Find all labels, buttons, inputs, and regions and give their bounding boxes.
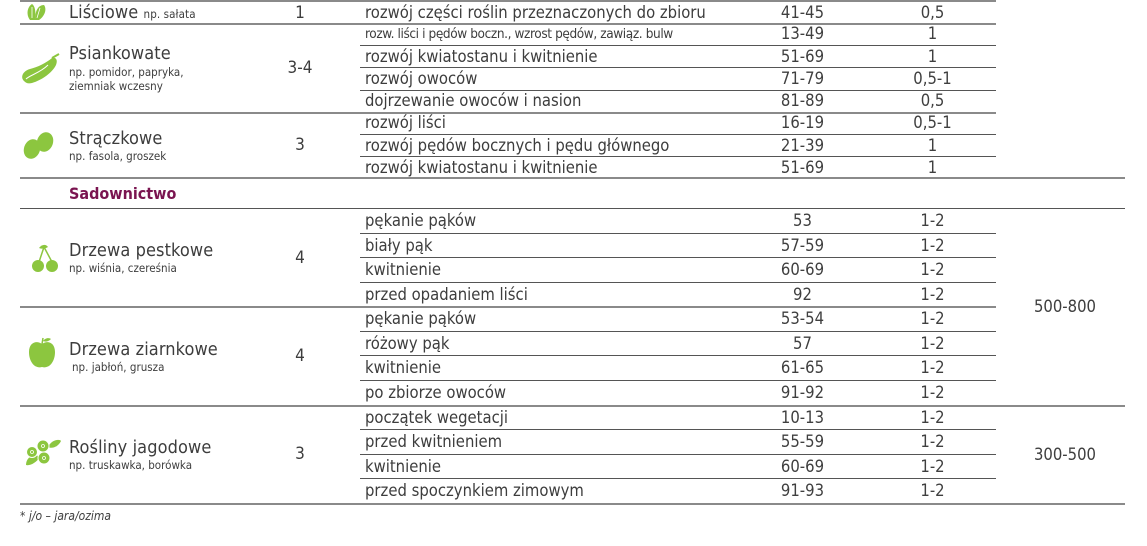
dose-value: 1-2: [920, 236, 945, 255]
stage-label: pękanie pąków: [365, 309, 477, 328]
bbch-value: 55-59: [780, 432, 825, 451]
lettuce-icon: [26, 3, 48, 21]
stage-label: kwitnienie: [365, 260, 442, 279]
category-example-2: ziemniak wczesny: [69, 79, 163, 93]
stage-label: różowy pąk: [365, 334, 450, 353]
category-number: 1: [295, 3, 305, 23]
dose-value: 1-2: [920, 481, 945, 500]
bbch-value: 21-39: [780, 136, 825, 155]
category-name: Rośliny jagodowe: [69, 437, 212, 458]
water-volume-trees: 500-800: [1033, 297, 1096, 316]
stage-label: początek wegetacji: [365, 408, 508, 427]
stage-label: biały pąk: [365, 236, 433, 255]
dose-value: 1-2: [920, 383, 945, 402]
bbch-value: 53-54: [780, 309, 825, 328]
dose-value: 1-2: [920, 358, 945, 377]
bbch-value: 41-45: [780, 3, 825, 22]
category-name: Psiankowate: [69, 43, 171, 64]
bbch-value: 51-69: [780, 158, 825, 177]
bbch-value: 71-79: [780, 69, 825, 88]
bbch-value: 91-92: [780, 383, 825, 402]
cherry-icon: [30, 242, 62, 274]
stage-label: rozwój liści: [365, 113, 446, 132]
category-example: np. sałata: [143, 7, 196, 21]
stage-label: rozwój pędów bocznych i pędu głównego: [365, 136, 670, 155]
apple-icon: [27, 336, 57, 370]
dose-value: 1-2: [920, 457, 945, 476]
berries-icon: [24, 437, 62, 469]
rule-bottom: [20, 503, 1125, 505]
dose-value: 0,5: [920, 91, 945, 110]
bbch-value: 10-13: [780, 408, 825, 427]
bbch-value: 92: [793, 285, 812, 304]
stage-label: rozw. liści i pędów boczn., wzrost pędów, zawiąz. bulw: [365, 26, 673, 42]
stage-label: pękanie pąków: [365, 211, 477, 230]
stage-label: dojrzewanie owoców i nasion: [365, 91, 582, 110]
dose-value: 0,5: [920, 3, 945, 22]
footnote: * j/o – jara/ozima: [20, 509, 112, 523]
dose-value: 1: [927, 158, 938, 177]
category-example: np. fasola, groszek: [69, 149, 167, 163]
bbch-value: 60-69: [780, 457, 825, 476]
bbch-value: 53: [793, 211, 812, 230]
dose-value: 1-2: [920, 285, 945, 304]
category-example: np. truskawka, borówka: [69, 458, 193, 472]
stage-label: kwitnienie: [365, 457, 442, 476]
dose-value: 1-2: [920, 309, 945, 328]
bbch-value: 13-49: [780, 24, 825, 43]
dose-value: 1-2: [920, 408, 945, 427]
bbch-value: 81-89: [780, 91, 825, 110]
bbch-value: 16-19: [780, 113, 825, 132]
dose-value: 1-2: [920, 432, 945, 451]
stage-label: rozwój owoców: [365, 69, 478, 88]
dose-value: 1-2: [920, 211, 945, 230]
eggplant-icon: [20, 53, 62, 85]
stage-label: po zbiorze owoców: [365, 383, 507, 402]
dose-value: 1: [927, 24, 938, 43]
stage-label: przed kwitnieniem: [365, 432, 503, 451]
category-number: 3: [295, 135, 305, 155]
category-number: 4: [295, 248, 305, 268]
category-number: 3: [295, 444, 305, 464]
category-example: np. pomidor, papryka,: [69, 65, 184, 79]
category-number: 3-4: [287, 58, 313, 78]
bbch-value: 61-65: [780, 358, 825, 377]
bbch-value: 51-69: [780, 47, 825, 66]
bbch-value: 91-93: [780, 481, 825, 500]
category-example: np. jabłoń, grusza: [72, 360, 165, 374]
stage-label: rozwój części roślin przeznaczonych do zbioru: [365, 3, 706, 22]
stage-label: przed opadaniem liści: [365, 285, 528, 304]
category-name: Drzewa pestkowe: [69, 240, 214, 261]
bbch-value: 60-69: [780, 260, 825, 279]
dose-value: 1-2: [920, 334, 945, 353]
category-number: 4: [295, 346, 305, 366]
dose-value: 1: [927, 136, 938, 155]
water-volume-berries: 300-500: [1033, 445, 1096, 464]
section-heading-orchard: Sadownictwo: [69, 184, 177, 203]
category-example: np. wiśnia, czereśnia: [69, 261, 177, 275]
category-name: Liściowe np. sałata: [69, 2, 196, 23]
bbch-value: 57-59: [780, 236, 825, 255]
stage-label: przed spoczynkiem zimowym: [365, 481, 584, 500]
bbch-value: 57: [793, 334, 812, 353]
stage-label: rozwój kwiatostanu i kwitnienie: [365, 158, 598, 177]
stage-label: rozwój kwiatostanu i kwitnienie: [365, 47, 598, 66]
category-name: Drzewa ziarnkowe: [69, 339, 218, 360]
dose-value: 0,5-1: [913, 69, 952, 88]
dose-value: 1: [927, 47, 938, 66]
dose-value: 1-2: [920, 260, 945, 279]
stage-label: kwitnienie: [365, 358, 442, 377]
category-name: Strączkowe: [69, 128, 163, 149]
bean-icon: [22, 130, 56, 160]
dose-value: 0,5-1: [913, 113, 952, 132]
